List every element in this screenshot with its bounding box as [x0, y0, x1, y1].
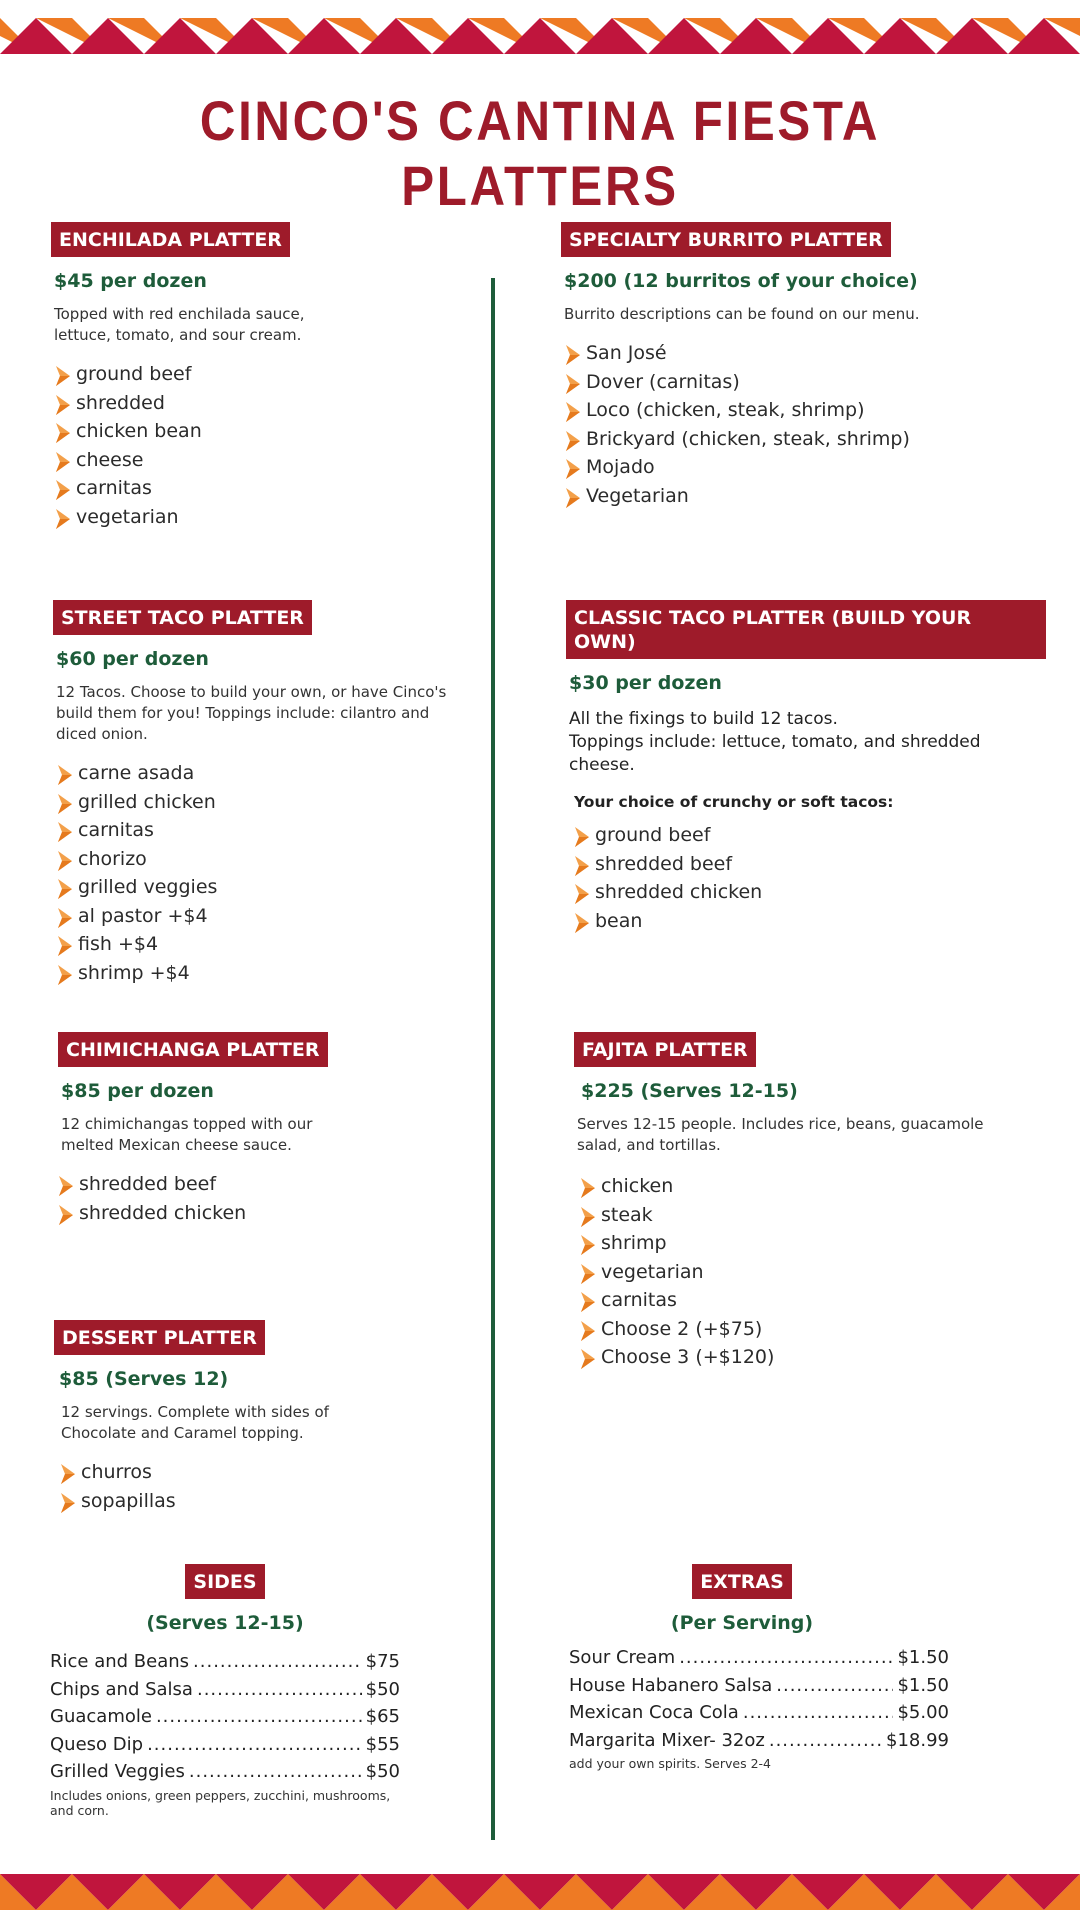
- item-list: [60, 1458, 454, 1515]
- list-item: [580, 1172, 1014, 1201]
- section-price: $45 per dozen: [54, 270, 207, 292]
- row-price: $50: [365, 1678, 400, 1700]
- chevron-bullet-icon: [580, 1178, 596, 1198]
- list-item-label: Dover (carnitas): [586, 370, 740, 393]
- chevron-bullet-icon: [565, 345, 581, 365]
- chevron-bullet-icon: [55, 452, 71, 472]
- price-row: [50, 1676, 400, 1704]
- list-item-label: bean: [595, 909, 643, 932]
- list-item: [55, 417, 451, 446]
- list-item-label: grilled chicken: [78, 790, 216, 813]
- chevron-bullet-icon: [57, 879, 73, 899]
- list-item: [55, 389, 451, 418]
- list-item: [565, 368, 1031, 397]
- item-list: [574, 821, 1046, 935]
- chevron-bullet-icon: [55, 366, 71, 386]
- specialty-burrito-section: [561, 222, 1031, 510]
- list-item: [580, 1343, 1014, 1372]
- chevron-bullet-icon: [58, 1205, 74, 1225]
- row-name: House Habanero Salsa: [569, 1674, 773, 1696]
- chevron-bullet-icon: [57, 765, 73, 785]
- list-item-label: carnitas: [76, 477, 152, 499]
- dot-leader: [776, 1672, 893, 1700]
- price-row: [50, 1731, 400, 1759]
- item-list: [57, 759, 473, 987]
- list-item-label: churros: [81, 1461, 152, 1483]
- list-item: [57, 759, 473, 788]
- chevron-bullet-icon: [565, 488, 581, 508]
- dot-leader: [193, 1648, 362, 1676]
- row-name: Queso Dip: [50, 1733, 144, 1755]
- list-item: [57, 930, 473, 959]
- price-row: [50, 1648, 400, 1676]
- row-name: Margarita Mixer- 32oz: [569, 1729, 765, 1751]
- list-item-label: Loco (chicken, steak, shrimp): [586, 399, 865, 421]
- row-price: $1.50: [897, 1674, 949, 1696]
- list-item: [565, 339, 1031, 368]
- list-item-label: ground beef: [595, 824, 711, 846]
- section-price: $30 per dozen: [569, 672, 722, 694]
- list-item: [57, 845, 473, 874]
- list-item: [57, 902, 473, 931]
- list-item: [574, 850, 1046, 879]
- list-item: [565, 396, 1031, 425]
- list-item: [55, 360, 451, 389]
- chevron-bullet-icon: [565, 374, 581, 394]
- item-list: [58, 1170, 458, 1227]
- chevron-bullet-icon: [574, 913, 590, 933]
- section-note: Includes onions, green peppers, zucchini, mushrooms, and corn.: [50, 1787, 391, 1818]
- list-item: [55, 474, 451, 503]
- section-heading: STREET TACO PLATTER: [53, 600, 312, 635]
- chevron-bullet-icon: [55, 423, 71, 443]
- list-item: [57, 816, 473, 845]
- chevron-bullet-icon: [574, 856, 590, 876]
- row-price: $1.50: [897, 1647, 949, 1668]
- section-price: $60 per dozen: [56, 648, 209, 670]
- top-triangle-border: [0, 16, 1080, 56]
- list-item: [574, 878, 1046, 907]
- dot-leader: [197, 1676, 362, 1704]
- chevron-bullet-icon: [565, 402, 581, 422]
- sides-section: [50, 1564, 400, 1818]
- list-item: [580, 1315, 1014, 1344]
- row-name: Grilled Veggies: [50, 1761, 185, 1782]
- price-row: [50, 1758, 400, 1786]
- list-item: [580, 1286, 1014, 1315]
- list-item-label: vegetarian: [76, 505, 179, 528]
- list-item: [574, 907, 1046, 936]
- row-price: $55: [365, 1733, 400, 1755]
- section-description: 12 servings. Complete with sides of Chocolate and Caramel topping.: [61, 1403, 329, 1442]
- row-price: $5.00: [897, 1702, 949, 1723]
- chimichanga-section: [58, 1032, 458, 1227]
- list-item-label: fish +$4: [78, 933, 159, 955]
- list-item: [58, 1199, 458, 1228]
- page-title: CINCO'S CANTINA FIESTA PLATTERS: [199, 89, 881, 217]
- price-row: [569, 1727, 949, 1755]
- list-item-label: shredded beef: [595, 852, 733, 875]
- section-price: $225 (Serves 12-15): [581, 1080, 798, 1102]
- list-item: [58, 1170, 458, 1199]
- section-note: add your own spirits. Serves 2-4: [569, 1756, 771, 1771]
- list-item-label: chorizo: [78, 847, 147, 870]
- list-item: [55, 446, 451, 475]
- chevron-bullet-icon: [57, 965, 73, 985]
- list-item-label: ground beef: [76, 363, 192, 385]
- dot-leader: [147, 1731, 362, 1759]
- list-item-label: Vegetarian: [586, 484, 689, 507]
- section-price: $85 per dozen: [61, 1080, 214, 1102]
- chevron-bullet-icon: [55, 480, 71, 500]
- row-name: Sour Cream: [569, 1647, 676, 1668]
- row-price: $75: [365, 1651, 400, 1672]
- list-item-label: Choose 2 (+$75): [601, 1317, 763, 1340]
- chevron-bullet-icon: [574, 827, 590, 847]
- chevron-bullet-icon: [580, 1349, 596, 1369]
- chevron-bullet-icon: [565, 459, 581, 479]
- list-item: [57, 788, 473, 817]
- list-item-label: shrimp: [601, 1232, 667, 1254]
- section-description: Topped with red enchilada sauce, lettuce, tomato, and sour cream.: [54, 305, 305, 344]
- extras-section: [569, 1564, 949, 1771]
- chevron-bullet-icon: [57, 851, 73, 871]
- item-list: [580, 1172, 1014, 1372]
- section-heading: EXTRAS: [692, 1564, 792, 1599]
- row-price: $65: [365, 1706, 400, 1727]
- chevron-bullet-icon: [60, 1464, 76, 1484]
- section-heading: DESSERT PLATTER: [54, 1320, 265, 1355]
- dot-leader: [679, 1644, 893, 1672]
- section-price: $85 (Serves 12): [59, 1368, 229, 1390]
- list-item-label: Choose 3 (+$120): [601, 1346, 775, 1368]
- chevron-bullet-icon: [60, 1493, 76, 1513]
- classic-taco-section: [566, 600, 1046, 935]
- list-item: [57, 873, 473, 902]
- list-item-label: shredded chicken: [595, 881, 763, 903]
- section-price: $200 (12 burritos of your choice): [564, 270, 918, 292]
- list-item-label: sopapillas: [81, 1489, 176, 1512]
- fajita-section: [574, 1032, 1014, 1372]
- list-item-label: steak: [601, 1203, 653, 1226]
- price-list: [569, 1644, 949, 1754]
- section-description: [569, 708, 1046, 777]
- section-heading: FAJITA PLATTER: [574, 1032, 756, 1067]
- section-subheading: (Serves 12-15): [146, 1612, 304, 1634]
- list-item: [574, 821, 1046, 850]
- row-price: $18.99: [886, 1729, 949, 1751]
- dot-leader: [769, 1727, 882, 1755]
- item-list: [55, 360, 451, 531]
- list-item-label: grilled veggies: [78, 876, 218, 898]
- bottom-triangle-border: [0, 1872, 1080, 1912]
- item-list: [565, 339, 1031, 510]
- list-item: [580, 1229, 1014, 1258]
- list-item-label: San José: [586, 342, 667, 364]
- chevron-bullet-icon: [57, 794, 73, 814]
- row-name: Chips and Salsa: [50, 1678, 193, 1700]
- list-item-label: cheese: [76, 448, 144, 471]
- price-row: [569, 1644, 949, 1672]
- row-price: $50: [365, 1761, 400, 1782]
- description-line: Toppings include: lettuce, tomato, and shredded cheese.: [569, 732, 981, 775]
- price-row: [569, 1672, 949, 1700]
- chevron-bullet-icon: [57, 908, 73, 928]
- list-item-label: chicken bean: [76, 420, 202, 442]
- section-subheading: (Per Serving): [670, 1612, 814, 1634]
- list-item-label: al pastor +$4: [78, 904, 208, 927]
- price-row: [50, 1703, 400, 1731]
- list-item-label: carnitas: [601, 1289, 677, 1311]
- row-name: Mexican Coca Cola: [569, 1702, 739, 1723]
- list-item-label: chicken: [601, 1175, 674, 1197]
- chevron-bullet-icon: [57, 936, 73, 956]
- list-item: [565, 425, 1031, 454]
- chevron-bullet-icon: [580, 1207, 596, 1227]
- list-item-label: carne asada: [78, 762, 195, 784]
- chevron-bullet-icon: [574, 884, 590, 904]
- description-line: All the fixings to build 12 tacos.: [569, 709, 838, 729]
- chevron-bullet-icon: [580, 1292, 596, 1312]
- list-item-label: Mojado: [586, 456, 655, 478]
- list-item: [565, 453, 1031, 482]
- list-item: [60, 1487, 454, 1516]
- section-description: 12 chimichangas topped with our melted Mexican cheese sauce.: [61, 1115, 313, 1154]
- street-taco-section: [53, 600, 473, 987]
- chevron-bullet-icon: [57, 822, 73, 842]
- section-description: 12 Tacos. Choose to build your own, or have Cinco's build them for you! Toppings include: cilantro and diced onion.: [56, 683, 447, 743]
- chevron-bullet-icon: [580, 1264, 596, 1284]
- section-subheading: Your choice of crunchy or soft tacos:: [574, 793, 894, 811]
- section-heading: SIDES: [185, 1564, 264, 1599]
- list-item: [57, 959, 473, 988]
- dot-leader: [189, 1758, 362, 1786]
- chevron-bullet-icon: [580, 1235, 596, 1255]
- chevron-bullet-icon: [55, 509, 71, 529]
- section-heading: ENCHILADA PLATTER: [51, 222, 290, 257]
- list-item-label: shrimp +$4: [78, 961, 190, 984]
- chevron-bullet-icon: [58, 1176, 74, 1196]
- section-description: Serves 12-15 people. Includes rice, beans, guacamole salad, and tortillas.: [577, 1115, 984, 1154]
- section-heading: CLASSIC TACO PLATTER (BUILD YOUR OWN): [566, 600, 1046, 659]
- list-item-label: shredded chicken: [79, 1201, 247, 1224]
- section-heading: SPECIALTY BURRITO PLATTER: [561, 222, 891, 257]
- row-name: Guacamole: [50, 1706, 152, 1727]
- list-item-label: carnitas: [78, 819, 154, 841]
- list-item-label: Brickyard (chicken, steak, shrimp): [586, 427, 910, 450]
- list-item: [580, 1258, 1014, 1287]
- section-description: Burrito descriptions can be found on our menu.: [564, 305, 920, 323]
- price-list: [50, 1648, 400, 1786]
- enchilada-platter-section: [51, 222, 451, 531]
- chevron-bullet-icon: [55, 395, 71, 415]
- row-name: Rice and Beans: [50, 1651, 190, 1672]
- list-item: [55, 503, 451, 532]
- section-heading: CHIMICHANGA PLATTER: [58, 1032, 328, 1067]
- list-item-label: vegetarian: [601, 1260, 704, 1283]
- list-item: [565, 482, 1031, 511]
- column-divider: [491, 278, 495, 1840]
- list-item-label: shredded beef: [79, 1173, 217, 1195]
- chevron-bullet-icon: [565, 431, 581, 451]
- list-item: [60, 1458, 454, 1487]
- list-item: [580, 1201, 1014, 1230]
- chevron-bullet-icon: [580, 1321, 596, 1341]
- price-row: [569, 1699, 949, 1727]
- dot-leader: [743, 1699, 894, 1727]
- list-item-label: shredded: [76, 391, 165, 414]
- dot-leader: [156, 1703, 362, 1731]
- dessert-section: [54, 1320, 454, 1515]
